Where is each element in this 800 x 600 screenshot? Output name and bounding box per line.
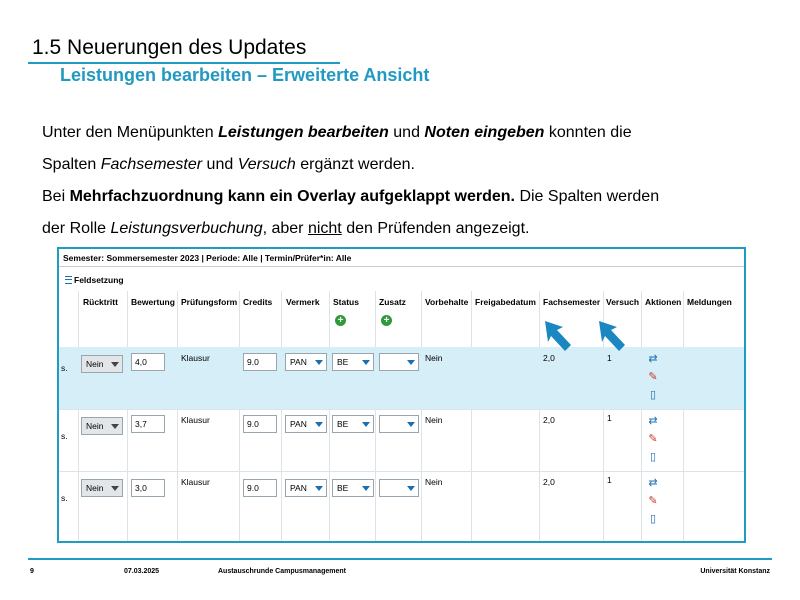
document-remove-icon[interactable]: ▯ — [649, 389, 657, 401]
zusatz-select[interactable] — [379, 353, 419, 371]
edit-icon[interactable]: ✎ — [648, 433, 658, 445]
zusatz-select[interactable] — [379, 479, 419, 497]
vorbehalte-value: Nein — [425, 415, 443, 425]
chevron-down-icon — [362, 486, 370, 491]
slide-subtitle: Leistungen bearbeiten – Erweiterte Ansicht — [60, 65, 430, 85]
table-row — [59, 347, 744, 410]
credits-input[interactable]: 9.0 — [243, 479, 277, 497]
chevron-down-icon — [362, 360, 370, 365]
chevron-down-icon — [315, 360, 323, 365]
vermerk-select[interactable]: PAN — [285, 479, 327, 497]
document-remove-icon[interactable]: ▯ — [649, 513, 657, 525]
bewertung-input[interactable]: 4,0 — [131, 353, 165, 371]
chevron-down-icon — [111, 362, 119, 367]
zusatz-select[interactable] — [379, 415, 419, 433]
col-ruecktritt: Rücktritt — [83, 297, 118, 307]
footer-rule — [28, 558, 772, 560]
chevron-down-icon — [315, 486, 323, 491]
shuffle-icon[interactable]: ⇄ — [648, 353, 658, 365]
body-line-1: Unter den Menüpunkten Leistungen bearbeiten und Noten eingeben konnten die — [42, 124, 632, 141]
versuch-value: 1 — [607, 353, 612, 363]
footer-event: Austauschrunde Campusmanagement — [218, 568, 346, 575]
credits-input[interactable]: 9.0 — [243, 415, 277, 433]
credits-input[interactable]: 9.0 — [243, 353, 277, 371]
shuffle-icon[interactable]: ⇄ — [648, 477, 658, 489]
screenshot-panel — [57, 247, 746, 543]
row-prefix: s. — [61, 363, 68, 373]
versuch-value: 1 — [607, 475, 612, 485]
chevron-down-icon — [315, 422, 323, 427]
zusatz-add-icon[interactable]: + — [381, 315, 392, 326]
vermerk-select[interactable]: PAN — [285, 415, 327, 433]
page-number: 9 — [30, 568, 34, 575]
semester-filter-bar: Semester: Sommersemester 2023 | Periode: Alle | Termin/Prüfer*in: Alle — [59, 249, 744, 267]
body-text — [42, 117, 782, 245]
col-zusatz: Zusatz — [379, 297, 406, 307]
feldsetzung-button[interactable]: Feldsetzung — [65, 275, 124, 285]
status-select[interactable]: BE — [332, 415, 374, 433]
versuch-value: 1 — [607, 413, 612, 423]
edit-icon[interactable]: ✎ — [648, 371, 658, 383]
pruefungsform-value: Klausur — [181, 477, 210, 487]
table-row — [59, 471, 744, 542]
col-freigabedatum: Freigabedatum — [475, 297, 536, 307]
chevron-down-icon — [362, 422, 370, 427]
ruecktritt-select[interactable]: Nein — [81, 479, 123, 497]
slide-title: 1.5 Neuerungen des Updates — [32, 36, 307, 59]
arrow-versuch-icon — [593, 317, 633, 357]
chevron-down-icon — [407, 422, 415, 427]
col-credits: Credits — [243, 297, 273, 307]
chevron-down-icon — [407, 486, 415, 491]
table-row — [59, 409, 744, 472]
list-icon — [65, 276, 72, 284]
vermerk-select[interactable]: PAN — [285, 353, 327, 371]
col-status: Status — [333, 297, 359, 307]
body-line-2: Spalten Fachsemester und Versuch ergänzt werden. — [42, 156, 415, 173]
fachsemester-value: 2,0 — [543, 353, 555, 363]
ruecktritt-select[interactable]: Nein — [81, 417, 123, 435]
col-fachsemester: Fachsemester — [543, 297, 601, 307]
col-meldungen: Meldungen — [687, 297, 732, 307]
status-add-icon[interactable]: + — [335, 315, 346, 326]
bewertung-input[interactable]: 3,0 — [131, 479, 165, 497]
vorbehalte-value: Nein — [425, 353, 443, 363]
footer-org: Universität Konstanz — [700, 568, 770, 575]
col-aktionen: Aktionen — [645, 297, 682, 307]
fachsemester-value: 2,0 — [543, 477, 555, 487]
status-select[interactable]: BE — [332, 479, 374, 497]
col-bewertung: Bewertung — [131, 297, 175, 307]
chevron-down-icon — [111, 486, 119, 491]
fachsemester-value: 2,0 — [543, 415, 555, 425]
row-prefix: s. — [61, 493, 68, 503]
edit-icon[interactable]: ✎ — [648, 495, 658, 507]
col-pruefungsform: Prüfungsform — [181, 297, 238, 307]
body-line-3: Bei Mehrfachzuordnung kann ein Overlay aufgeklappt werden. Die Spalten werden — [42, 188, 660, 205]
body-line-4: der Rolle Leistungsverbuchung, aber nicht den Prüfenden angezeigt. — [42, 220, 530, 237]
arrow-fachsemester-icon — [539, 317, 579, 357]
title-underline — [28, 62, 340, 64]
pruefungsform-value: Klausur — [181, 415, 210, 425]
col-vermerk: Vermerk — [286, 297, 320, 307]
bewertung-input[interactable]: 3,7 — [131, 415, 165, 433]
col-vorbehalte: Vorbehalte — [425, 297, 469, 307]
document-remove-icon[interactable]: ▯ — [649, 451, 657, 463]
chevron-down-icon — [407, 360, 415, 365]
pruefungsform-value: Klausur — [181, 353, 210, 363]
row-prefix: s. — [61, 431, 68, 441]
shuffle-icon[interactable]: ⇄ — [648, 415, 658, 427]
ruecktritt-select[interactable]: Nein — [81, 355, 123, 373]
vorbehalte-value: Nein — [425, 477, 443, 487]
chevron-down-icon — [111, 424, 119, 429]
status-select[interactable]: BE — [332, 353, 374, 371]
footer-date: 07.03.2025 — [124, 568, 160, 575]
col-versuch: Versuch — [606, 297, 640, 307]
